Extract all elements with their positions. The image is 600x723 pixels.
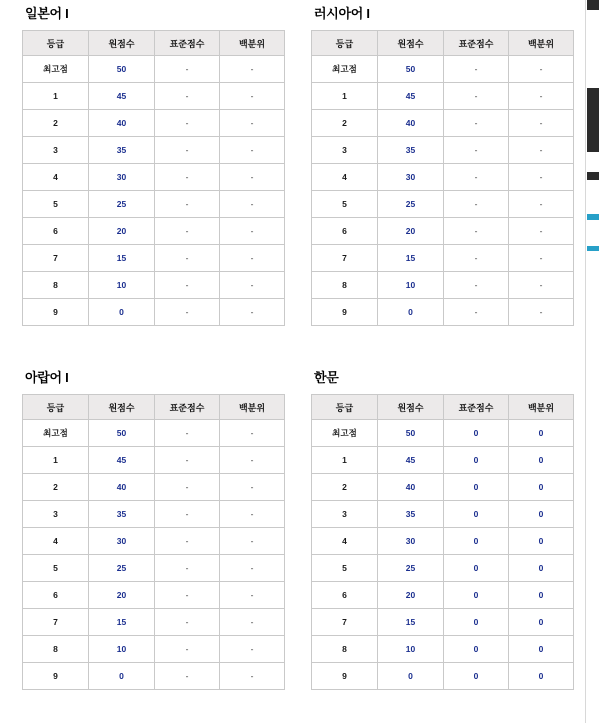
cell-raw-score: 30 [89,164,155,191]
cell-percentile: - [509,83,574,110]
cell-percentile: - [220,110,285,137]
cell-grade: 2 [23,110,89,137]
table-row [312,501,574,528]
cell-grade: 1 [23,447,89,474]
scrollbar-thumb[interactable] [587,88,599,152]
table-row [23,299,285,326]
table-row [23,474,285,501]
cell-percentile: - [220,663,285,690]
table-row [23,663,285,690]
cell-grade: 2 [312,110,378,137]
table-row [312,83,574,110]
cell-percentile: - [509,218,574,245]
cell-grade: 2 [23,474,89,501]
cell-raw-score: 35 [378,137,444,164]
cell-grade: 7 [312,245,378,272]
cell-percentile: - [509,164,574,191]
table-row [312,636,574,663]
cell-raw-score: 20 [89,582,155,609]
cell-standard-score: - [155,245,220,272]
cell-grade: 2 [312,474,378,501]
column-header-grade: 등급 [23,395,89,420]
cell-grade: 9 [23,299,89,326]
cell-standard-score: 0 [444,420,509,447]
cell-grade: 3 [23,137,89,164]
cell-percentile: 0 [509,609,574,636]
cell-grade: 6 [312,582,378,609]
cell-raw-score: 50 [378,56,444,83]
cell-standard-score: - [444,83,509,110]
cell-grade: 3 [312,501,378,528]
cell-standard-score: - [155,447,220,474]
cell-raw-score: 15 [89,609,155,636]
cell-grade: 8 [312,272,378,299]
cell-raw-score: 0 [89,299,155,326]
column-header-percentile: 백분위 [509,395,574,420]
table-row [23,501,285,528]
score-table [22,30,285,326]
cell-grade: 4 [312,164,378,191]
column-header-raw-score: 원점수 [89,395,155,420]
table-row [312,609,574,636]
cell-percentile: - [509,137,574,164]
cell-percentile: - [220,636,285,663]
cell-percentile: - [220,609,285,636]
cell-percentile: - [509,245,574,272]
table-row [23,447,285,474]
table-title: 한문 [314,370,339,385]
cell-raw-score: 35 [378,501,444,528]
cell-standard-score: - [444,164,509,191]
cell-percentile: 0 [509,474,574,501]
cell-standard-score: - [155,218,220,245]
cell-standard-score: 0 [444,582,509,609]
cell-raw-score: 40 [378,474,444,501]
cell-raw-score: 50 [89,56,155,83]
cell-standard-score: - [444,191,509,218]
cell-grade: 최고점 [23,56,89,83]
cell-standard-score: - [155,582,220,609]
cell-grade: 최고점 [312,420,378,447]
cell-percentile: - [220,474,285,501]
cell-percentile: - [220,245,285,272]
table-row [312,137,574,164]
table-row [312,420,574,447]
cell-grade: 4 [23,528,89,555]
table-row [23,164,285,191]
cell-standard-score: 0 [444,555,509,582]
scrollbar-segment [587,172,599,180]
cell-standard-score: - [155,663,220,690]
cell-raw-score: 15 [89,245,155,272]
cell-percentile: 0 [509,582,574,609]
score-table [22,394,285,690]
cell-raw-score: 25 [89,555,155,582]
cell-standard-score: - [444,272,509,299]
table-row [312,272,574,299]
cell-standard-score: - [155,528,220,555]
cell-standard-score: - [155,272,220,299]
column-header-standard-score: 표준점수 [155,31,220,56]
cell-standard-score: 0 [444,447,509,474]
cell-grade: 4 [23,164,89,191]
cell-standard-score: - [155,56,220,83]
cell-grade: 7 [23,609,89,636]
cell-percentile: - [509,56,574,83]
cell-standard-score: - [155,474,220,501]
cell-standard-score: - [155,191,220,218]
column-header-grade: 등급 [312,31,378,56]
cell-raw-score: 35 [89,137,155,164]
cell-raw-score: 10 [378,272,444,299]
table-row [23,582,285,609]
cell-percentile: 0 [509,501,574,528]
cell-raw-score: 15 [378,609,444,636]
cell-percentile: - [220,56,285,83]
cell-percentile: 0 [509,447,574,474]
table-row [23,272,285,299]
table-row [312,191,574,218]
column-header-standard-score: 표준점수 [155,395,220,420]
cell-standard-score: 0 [444,636,509,663]
cell-grade: 1 [312,83,378,110]
table-row [23,83,285,110]
cell-standard-score: - [155,555,220,582]
cell-standard-score: 0 [444,663,509,690]
cell-standard-score: - [444,110,509,137]
cell-standard-score: - [444,137,509,164]
cell-raw-score: 45 [89,447,155,474]
cell-percentile: - [509,110,574,137]
cell-percentile: - [220,555,285,582]
cell-grade: 8 [23,272,89,299]
scrollbar-marker [587,246,599,251]
cell-standard-score: - [155,609,220,636]
cell-grade: 3 [312,137,378,164]
table-row [312,110,574,137]
cell-standard-score: - [155,83,220,110]
cell-percentile: 0 [509,663,574,690]
cell-grade: 5 [23,191,89,218]
table-header-row [23,395,285,420]
cell-standard-score: - [155,636,220,663]
table-header-row [312,395,574,420]
page-scrollbar[interactable] [585,0,600,723]
column-header-percentile: 백분위 [220,395,285,420]
cell-raw-score: 45 [378,83,444,110]
score-table-block-arabic [22,370,285,690]
table-row [312,447,574,474]
cell-standard-score: - [155,299,220,326]
cell-grade: 5 [312,191,378,218]
cell-raw-score: 0 [378,663,444,690]
cell-raw-score: 30 [378,164,444,191]
table-row [312,528,574,555]
column-header-standard-score: 표준점수 [444,395,509,420]
cell-grade: 1 [312,447,378,474]
cell-standard-score: 0 [444,474,509,501]
cell-percentile: 0 [509,528,574,555]
scrollbar-marker [587,214,599,220]
cell-raw-score: 30 [378,528,444,555]
column-header-raw-score: 원점수 [89,31,155,56]
cell-grade: 6 [312,218,378,245]
cell-percentile: - [220,528,285,555]
cell-standard-score: - [444,245,509,272]
cell-raw-score: 15 [378,245,444,272]
column-header-percentile: 백분위 [509,31,574,56]
cell-raw-score: 20 [89,218,155,245]
cell-standard-score: - [444,56,509,83]
table-row [23,528,285,555]
cell-percentile: - [220,218,285,245]
cell-raw-score: 35 [89,501,155,528]
cell-percentile: - [220,501,285,528]
cell-grade: 6 [23,582,89,609]
cell-percentile: - [220,447,285,474]
cell-standard-score: 0 [444,609,509,636]
cell-standard-score: - [155,110,220,137]
column-header-grade: 등급 [23,31,89,56]
cell-grade: 9 [23,663,89,690]
table-row [312,663,574,690]
cell-percentile: - [509,272,574,299]
cell-raw-score: 45 [378,447,444,474]
table-row [23,555,285,582]
cell-raw-score: 50 [378,420,444,447]
cell-percentile: - [220,272,285,299]
cell-raw-score: 10 [378,636,444,663]
table-row [312,582,574,609]
score-table-block-russian [311,6,574,326]
table-row [312,56,574,83]
cell-percentile: - [220,582,285,609]
table-row [23,218,285,245]
cell-percentile: - [220,83,285,110]
table-row [23,56,285,83]
cell-raw-score: 50 [89,420,155,447]
scrollbar-segment [587,0,599,10]
cell-grade: 7 [23,245,89,272]
cell-standard-score: - [155,501,220,528]
table-header-row [23,31,285,56]
cell-raw-score: 0 [89,663,155,690]
cell-percentile: - [220,137,285,164]
cell-grade: 최고점 [312,56,378,83]
table-row [23,137,285,164]
cell-standard-score: - [444,299,509,326]
column-header-raw-score: 원점수 [378,31,444,56]
cell-raw-score: 40 [89,110,155,137]
cell-grade: 1 [23,83,89,110]
cell-raw-score: 25 [378,555,444,582]
table-row [312,164,574,191]
cell-grade: 7 [312,609,378,636]
score-table-block-japanese [22,6,285,326]
cell-raw-score: 45 [89,83,155,110]
cell-percentile: 0 [509,636,574,663]
column-header-grade: 등급 [312,395,378,420]
cell-percentile: - [220,420,285,447]
cell-standard-score: - [155,164,220,191]
table-row [23,636,285,663]
score-table [311,394,574,690]
table-row [312,474,574,501]
cell-standard-score: 0 [444,501,509,528]
cell-grade: 9 [312,663,378,690]
table-row [23,609,285,636]
cell-percentile: 0 [509,420,574,447]
cell-percentile: - [220,299,285,326]
cell-raw-score: 25 [378,191,444,218]
cell-grade: 6 [23,218,89,245]
cell-grade: 최고점 [23,420,89,447]
cell-percentile: - [220,191,285,218]
column-header-raw-score: 원점수 [378,395,444,420]
cell-percentile: - [509,299,574,326]
cell-raw-score: 30 [89,528,155,555]
table-row [23,110,285,137]
column-header-percentile: 백분위 [220,31,285,56]
cell-grade: 3 [23,501,89,528]
score-table [311,30,574,326]
table-row [312,218,574,245]
score-table-block-hanmun [311,370,574,690]
cell-standard-score: - [155,137,220,164]
cell-raw-score: 20 [378,582,444,609]
cell-raw-score: 0 [378,299,444,326]
cell-grade: 5 [23,555,89,582]
cell-raw-score: 40 [89,474,155,501]
table-row [23,245,285,272]
cell-raw-score: 40 [378,110,444,137]
cell-raw-score: 20 [378,218,444,245]
table-header-row [312,31,574,56]
cell-standard-score: - [444,218,509,245]
cell-grade: 8 [23,636,89,663]
cell-grade: 8 [312,636,378,663]
table-row [23,420,285,447]
cell-raw-score: 10 [89,636,155,663]
table-row [312,555,574,582]
cell-standard-score: - [155,420,220,447]
table-title: 러시아어 I [314,6,370,21]
cell-grade: 4 [312,528,378,555]
cell-grade: 5 [312,555,378,582]
cell-percentile: 0 [509,555,574,582]
cell-standard-score: 0 [444,528,509,555]
table-title: 일본어 I [25,6,69,21]
table-row [312,299,574,326]
table-row [312,245,574,272]
table-row [23,191,285,218]
cell-grade: 9 [312,299,378,326]
table-title: 아랍어 I [25,370,69,385]
column-header-standard-score: 표준점수 [444,31,509,56]
cell-percentile: - [509,191,574,218]
cell-raw-score: 10 [89,272,155,299]
cell-raw-score: 25 [89,191,155,218]
cell-percentile: - [220,164,285,191]
